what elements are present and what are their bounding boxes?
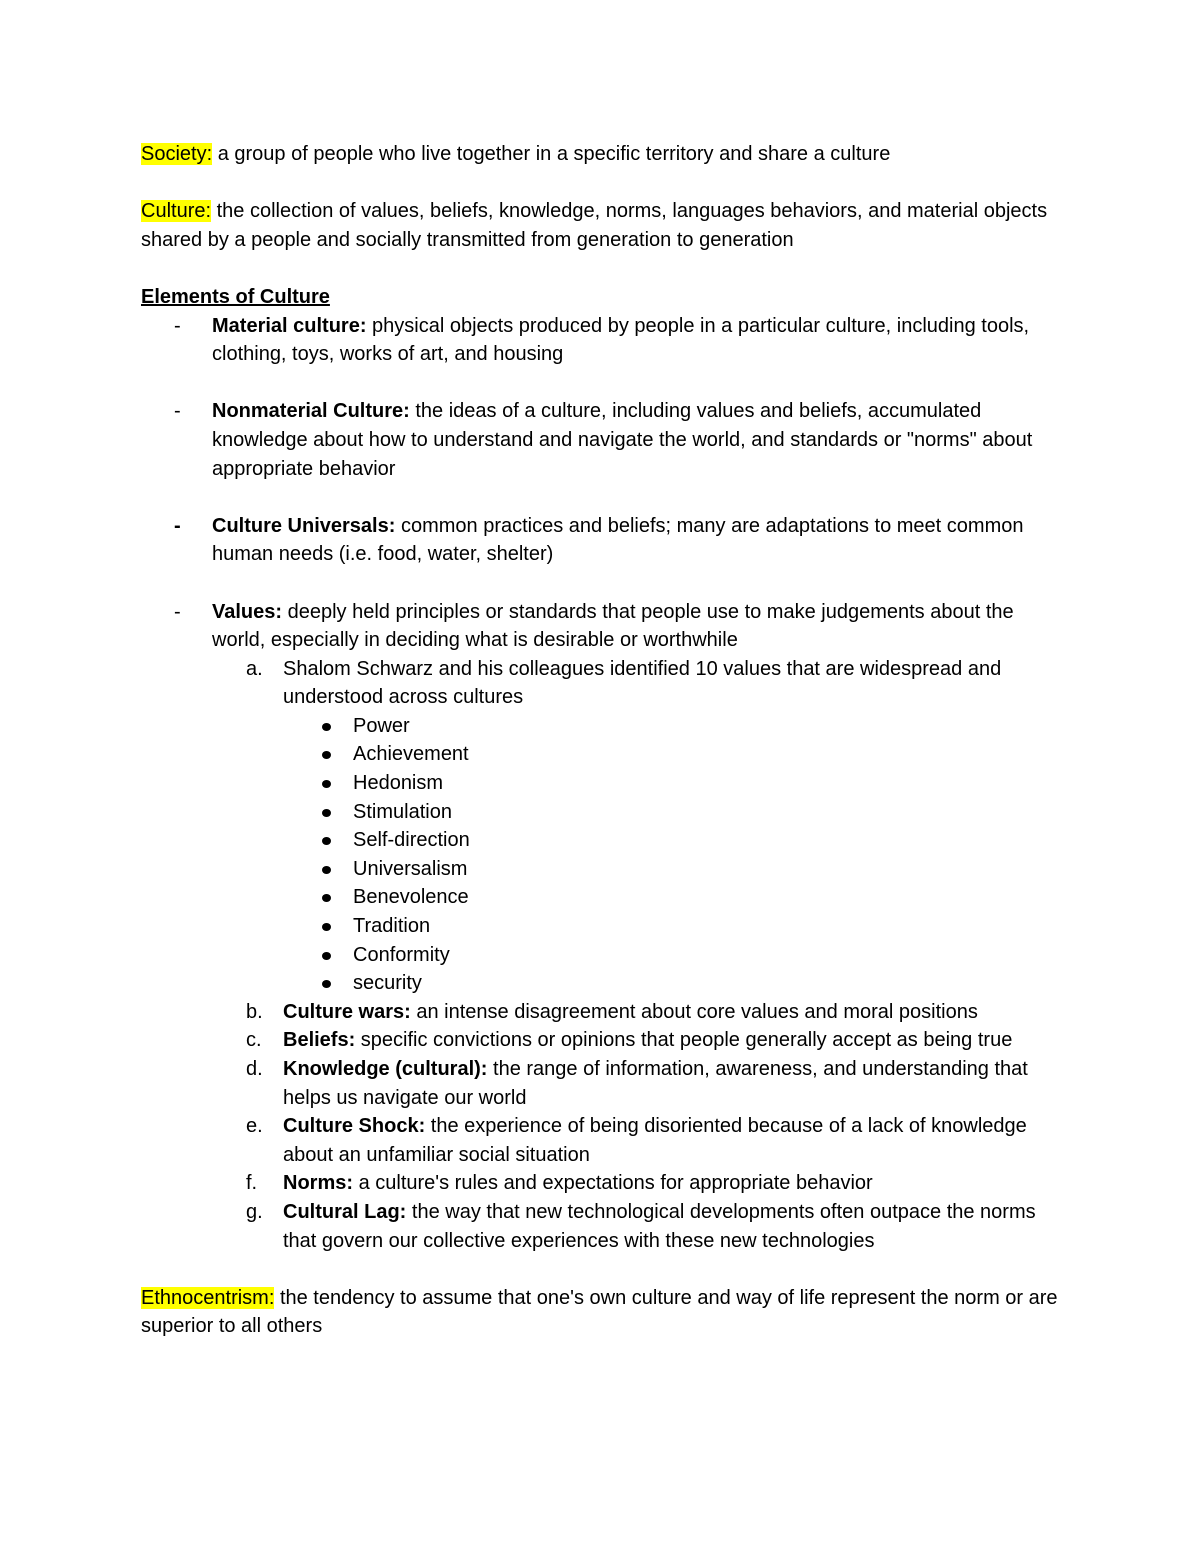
bullet-icon [322,809,331,817]
item-term: Culture wars: [283,1000,411,1023]
sublist-item-a [212,655,1071,998]
item-term: Beliefs: [283,1029,356,1052]
elements-list [141,312,1071,1256]
spacer [141,369,1071,398]
list-item [283,941,1071,970]
list-item [283,855,1071,884]
list-item-material-culture [141,312,1071,369]
letter-marker: f. [246,1172,258,1195]
item-def: common practices and beliefs; many are adaptations to meet common human needs (i.e. food, water, shelter) [212,514,1024,566]
bullet-icon [322,780,331,788]
item-def: an intense disagreement about core values and moral positions [410,1000,978,1023]
spacer [141,169,1071,198]
dash-marker: - [174,600,181,623]
spacer [141,483,1071,512]
sublist-item-f [212,1169,1071,1198]
list-item [283,912,1071,941]
bullet-icon [322,923,331,931]
sublist-text: Shalom Schwarz and his colleagues identified 10 values that are widespread and understood across cultures [283,657,1002,709]
item-term: Values: [212,600,283,623]
item-def: the range of information, awareness, and understanding that helps us navigate our world [283,1058,1028,1109]
value-label: Benevolence [353,886,469,909]
value-label: Tradition [353,915,431,938]
item-def: physical objects produced by people in a particular culture, including tools, clothing, toys, works of art, and housing [212,314,1030,366]
item-def: deeply held principles or standards that people use to make judgements about the world, especially in deciding what is desirable or worthwhile [212,600,1014,652]
item-term: Cultural Lag: [283,1200,407,1223]
spacer [141,569,1071,598]
bullet-icon [322,980,331,988]
document-page [141,140,1071,1341]
society-term: Society: [141,143,213,165]
sublist-item-e [212,1112,1071,1169]
bullet-icon [322,894,331,902]
values-sublist [212,655,1071,1255]
item-def: the ideas of a culture, including values and beliefs, accumulated knowledge about how to understand and navigate the world, and standards or "norms" about appropriate behavior [212,400,1033,480]
society-def: a group of people who live together in a specific territory and share a culture [212,143,891,165]
list-item [283,712,1071,741]
letter-marker: a. [246,657,263,680]
list-item [283,740,1071,769]
spacer [141,1255,1071,1284]
dash-marker: - [174,314,181,337]
item-def: a culture's rules and expectations for appropriate behavior [353,1172,873,1195]
item-term: Culture Shock: [283,1115,426,1138]
value-label: security [353,972,422,995]
value-label: Hedonism [353,772,444,795]
sublist-item-d [212,1055,1071,1112]
bullet-icon [322,751,331,759]
letter-marker: c. [246,1029,262,1052]
ethnocentrism-term: Ethnocentrism: [141,1286,275,1309]
value-label: Stimulation [353,800,452,823]
culture-def: the collection of values, beliefs, knowledge, norms, languages behaviors, and material objects shared by a people and socially transmitted from generation to generation [141,200,1048,251]
letter-marker: b. [246,1000,263,1023]
bullet-icon [322,837,331,845]
value-label: Conformity [353,943,450,966]
spacer [141,254,1071,283]
list-item [283,798,1071,827]
item-term: Knowledge (cultural): [283,1058,488,1080]
list-item [283,969,1071,998]
society-definition [141,140,1071,169]
value-label: Power [353,714,410,737]
ethnocentrism-def: the tendency to assume that one's own culture and way of life represent the norm or are superior to all others [141,1286,1058,1338]
item-term: Nonmaterial Culture: [212,400,410,423]
sublist-item-b [212,998,1071,1027]
item-def: the way that new technological developments often outpace the norms that govern our collective experiences with these new technologies [283,1200,1036,1252]
culture-term: Culture: [141,200,212,223]
item-def: the experience of being disoriented because of a lack of knowledge about an unfamiliar social situation [283,1115,1027,1166]
sublist-item-c [212,1026,1071,1055]
letter-marker: g. [246,1200,263,1223]
culture-definition [141,197,1071,254]
item-term: Material culture: [212,314,367,337]
dash-marker: - [174,514,181,537]
list-item [283,769,1071,798]
bullet-icon [322,866,331,874]
list-item [283,826,1071,855]
sublist-item-g [212,1198,1071,1255]
dash-marker: - [174,400,181,423]
letter-marker: e. [246,1115,263,1138]
value-label: Self-direction [353,829,470,852]
ethnocentrism-definition [141,1284,1071,1341]
list-item [283,883,1071,912]
list-item-values [141,598,1071,1256]
item-term: Norms: [283,1172,354,1195]
schwarz-values-list [283,712,1071,998]
elements-heading: Elements of Culture [141,285,330,308]
value-label: Universalism [353,857,468,880]
item-term: Culture Universals: [212,514,396,537]
bullet-icon [322,952,331,960]
list-item-culture-universals [141,512,1071,569]
letter-marker: d. [246,1058,263,1080]
list-item-nonmaterial-culture [141,397,1071,483]
value-label: Achievement [353,743,469,766]
bullet-icon [322,723,331,731]
item-def: specific convictions or opinions that people generally accept as being true [355,1029,1013,1052]
